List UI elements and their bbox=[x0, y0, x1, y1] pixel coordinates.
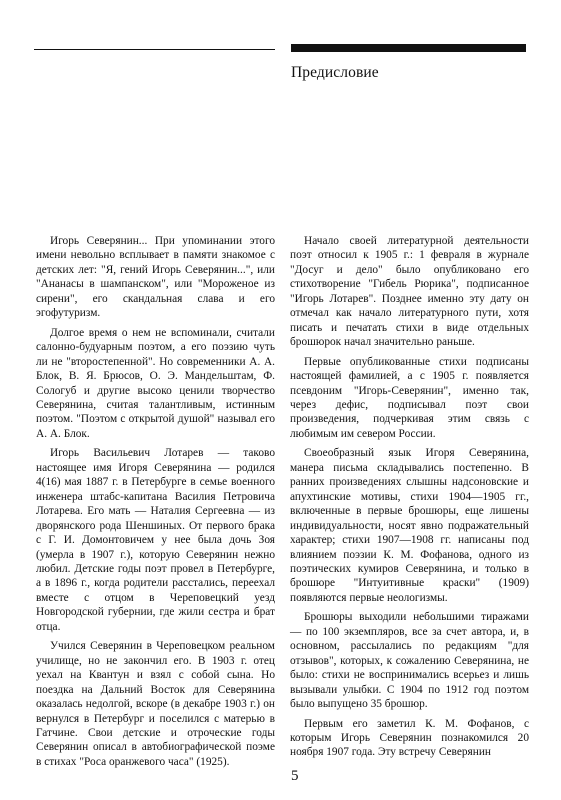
paragraph: Своеобразный язык Игоря Северянина, манера письма складывались постепенно. В ранних произведениях слышны надсоновские и апухтинские мотивы, стихи 1904—1905 гг., включенные в первые брошюры, еще лишены индивидуальности, носят явно подражательный характер; стихи 1907—1908 гг. написаны под влиянием поэзии К. М. Фофанова, одного из поэтических кумиров Северянина, и только в брошюре "Интуитивные краски" (1909) появляются первые неологизмы. bbox=[290, 447, 529, 604]
right-text-column bbox=[290, 234, 529, 765]
left-text-column bbox=[36, 234, 275, 774]
page-title: Предисловие bbox=[291, 64, 379, 81]
page-number: 5 bbox=[291, 768, 299, 784]
top-left-rule bbox=[34, 49, 275, 50]
top-right-rule bbox=[291, 44, 526, 52]
paragraph: Первые опубликованные стихи подписаны настоящей фамилией, а с 1905 г. появляется псевдоним "Игорь-Северянин", именно так, через дефис, подписывал поэт свои произведения, подчеркивая этим связь с любимым им севером России. bbox=[290, 355, 529, 440]
paragraph: Начало своей литературной деятельности поэт относил к 1905 г.: 1 февраля в журнале "Досуг и дело" было опубликовано его стихотворение "Гибель Рюрика", подписанное "Игорь Лотарев". Позднее именно эту дату он отмечал как начало литературного пути, хотя писать и печатать стихи в виде отдельных брошюрок начал значительно раньше. bbox=[290, 235, 529, 349]
paragraph: Первым его заметил К. М. Фофанов, с которым Игорь Северянин познакомился 20 ноября 1907 года. Эту встречу Северянин bbox=[290, 717, 529, 759]
paragraph: Долгое время о нем не вспоминали, считали салонно-будуарным поэтом, а его поэзию чуть ли не "второстепенной". Но современники А. А. Блок, В. Я. Брюсов, О. Э. Мандельштам, Ф. Сологуб и другие высоко ценили творчество Северянина, считая талантливым, истинным поэтом. "Поэтом с открытой душой" называл его А. А. Блок. bbox=[36, 326, 275, 440]
paragraph: Учился Северянин в Череповецком реальном училище, но не закончил его. В 1903 г. отец уехал на Квантун и взял с собой сына. Но поездка на Дальний Восток для Северянина оказалась недолгой, вскоре (в декабре 1903 г.) он вернулся в Петербург и поселился с матерью в Гатчине. Свои детские и отроческие годы Северянин описал в автобиографической поэме в стихах "Роса оранжевого часа" (1925). bbox=[36, 640, 275, 768]
paragraph: Брошюры выходили небольшими тиражами — по 100 экземпляров, все за счет автора, и, в основном, рассылались по редакциям "для отзывов", которых, к сожалению Северянина, не было: стихи не воспринимались всерьез и лишь вызывали улыбки. С 1904 по 1912 год поэтом было выпущено 35 брошюр. bbox=[290, 611, 529, 711]
paragraph: Игорь Васильевич Лотарев — таково настоящее имя Игоря Северянина — родился 4(16) мая 1887 г. в Петербурге в семье военного инженера штабс-капитана Василия Петровича Лотарева. Его мать — Наталия Сергеевна — из дворянского рода Шеншиных. От первого брака с Г. И. Домонтовичем у нее была дочь Зоя (умерла в 1907 г.), которую Северянин нежно любил. Детские годы поэт провел в Петербурге, а в 1896 г., когда родители расстались, переехал вместе с отцом в Череповецкий уезд Новгородской губернии, где жили сестра и брат отца. bbox=[36, 447, 275, 633]
paragraph: Игорь Северянин... При упоминании этого имени невольно всплывает в памяти знакомое с детских лет: "Я, гений Игорь Северянин...", или "Ананасы в шампанском", или "Мороженое из сирени", его скандальная слава и его эгофутуризм. bbox=[36, 235, 275, 320]
